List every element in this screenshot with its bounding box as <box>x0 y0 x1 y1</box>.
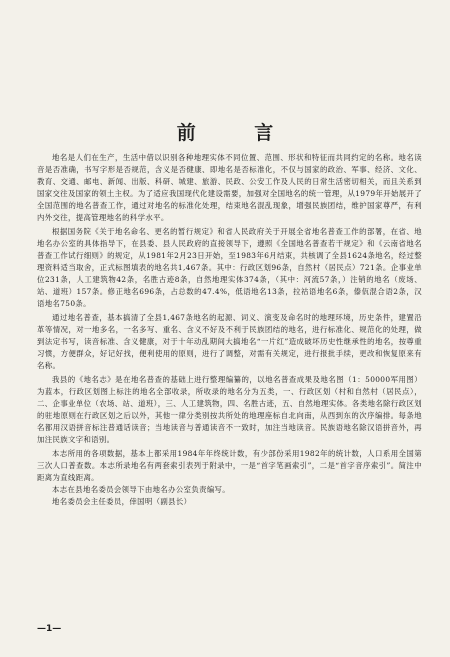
paragraph: 根据国务院《关于地名命名、更名的暂行规定》和省人民政府关于开展全省地名普查工作的部署，在省、地地名办公室的具体指导下，在县委、县人民政府的直接领导下，遵照《全国地名普查若干规定》和《云南省地名普查工作试行细则》的规定，从1981年2月23日开始，至1983年6月结束，共核调了全县1624条地名，经过整理资料适当取舍，正式标图填表的地名共1,467条。其中：行政区划96条，自然村（居民点）721条。企事业单位231条，人工建筑物42条，名胜古迹8条，自然地理实体374条，（其中：河流57条，）注销的地名（废场、站、道班）157条。修正地名696条，占总数的47.4%，低语地名13条，拉祜语地名6条，傣佤混合语2条，汉语地名750条。 <box>37 227 422 308</box>
paragraph: 地名是人们在生产，生活中借以识别各种地理实体不同位置、范围、形状和特征而共同约定的名称。地名读音是否准确，书写字形是否规范，含义是否健康、即地名是否标准化，不仅与国家的政治、军事、经济、文化、教育、交通、邮电、新闻、出版、科研、城建、旅游、民政、公安工作及人民的日常生活密切相关，而且关系到国家交往及国家的领土主权。为了适应我国现代化建设需要，加强对全国地名的统一管理，从1979年开始展开了全国范围的地名普查工作，通过对地名的标准化处理，结束地名混乱现象，增强民族团结，维护国家尊严，有利内外交往，提高管理地名的科学水平。 <box>37 153 422 222</box>
paragraph: 地名委员会主任委员，倖国明（副县长） <box>52 497 192 506</box>
paragraph: 我县的《地名志》是在地名普查的基础上进行整理编纂的，以地名普查成果及地名图（1：50000军用图）为蓝本，行政区划图上标注的地名全部收录，所收录的地名分为五类，一、行政区划（村和自然村（居民点），二、企事业单位（农场、站、道班），三、人工建筑物，四、名胜古迹，五、自然地理实体。各类地名除行政区划的驻地原则在行政区划之后以外，其他一律分类别按共所处的地理座标自北向南，从西到东的次序编排。每条地名都用汉语拼音标注普通话读音；当地读音与普通读音不一致时，加注当地读音。民族语地名除汉语拼音外，再加注民族文字和语别。 <box>37 375 422 444</box>
paragraph: 本志在县地名委员会领导下由地名办公室负责编写。 <box>52 485 231 494</box>
paragraph: 通过地名普查，基本搞清了全县1,467条地名的起源、词义、演变及命名时的地理环境，历史条件，建置沿革等情况，对一地多名，一名多写、重名、含义不好及不利于民族团结的地名，进行标准化、规范化的处理，做到法定书写，读音标准、含义健康，对于十年动乱期间大搞地名“一片红”造成破坏历史性继承性的地名，按尊重习惯，方便群众，好记好找，便利使用的原则，进行了调整，对需有关规定，进行报批手续，更改和恢复原来有名称。 <box>37 313 422 370</box>
page-number: —1— <box>37 624 62 634</box>
document-body <box>37 152 422 508</box>
paragraph: 本志所用的各项数据，基本上都采用1984年年终统计数，有少部份采用1982年的统计数，人口系用全国第三次人口普查数。本志所录地名有两套索引表列于附录中，一是“首字笔画索引”，二是“首字音序索引”。简注中距离为直线距离。 <box>37 449 422 482</box>
page-title: 前 言 <box>176 122 300 144</box>
